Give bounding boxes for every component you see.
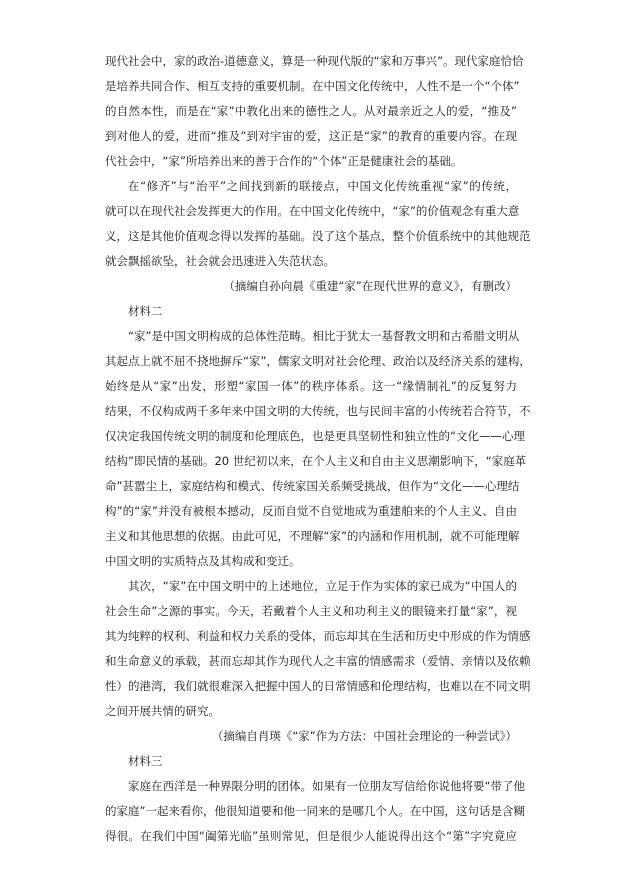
text-line: 始终是从“家”出发，形塑“家国一体”的秩序体系。这一“缘情制礼”的反复努力 — [105, 379, 517, 393]
text-line: 其为纯粹的权利、利益和权力关系的受体，而忘却其在生活和历史中形成的作为情感 — [105, 629, 531, 643]
text-line: 和生命意义的承载，甚而忘却其作为现代人之丰富的情感需求（爱情、亲情以及依赖 — [105, 654, 531, 668]
text-line: 就会飘摇欲坠，社会就会迅速进入失范状态。 — [105, 254, 335, 268]
text-line: 仅决定我国传统文明的制度和伦理底色，也是更具坚韧性和独立性的“文化——心理 — [105, 429, 525, 443]
text-line: 是培养共同合作、相互支持的重要机制。在中国文化传统中，人性不是一个“个体” — [105, 79, 520, 93]
text-line: 家庭在西洋是一种界限分明的团体。如果有一位朋友写信给你说他将要“带了他 — [128, 779, 525, 793]
text-line: 得很。在我们中国“阖第光临”虽则常见，但是很少人能说得出这个“第”字究竟应 — [105, 829, 517, 843]
citation-line: （摘编自孙向晨《重建“家”在现代世界的意义》，有删改） — [223, 279, 517, 293]
text-line: 命”甚嚣尘上，家庭结构和模式、传统家国关系频受挑战，但作为“文化——心理结 — [105, 479, 520, 493]
text-line: 社会生命”之源的事实。今天，若戴着个人主义和功利主义的眼镜来打量“家”，视 — [105, 604, 517, 618]
text-line: 在“修齐”与“治平”之间找到新的联接点，中国文化传统重视“家”的传统， — [128, 179, 517, 193]
text-line: 中国文明的实质特点及其构成和变迁。 — [105, 554, 301, 568]
text-line: 代社会中，“家”所培养出来的善于合作的“个体”正是健康社会的基础。 — [105, 154, 463, 168]
text-line: 结构”即民情的基础。20 世纪初以来，在个人主义和自由主义思潮影响下，“家庭革 — [105, 454, 527, 468]
text-line: 就可以在现代社会发挥更大的作用。在中国文化传统中，“家”的价值观念有重大意 — [105, 204, 520, 218]
text-line: 其次，“家”在中国文明中的上述地位，立足于作为实体的家已成为“中国人的 — [128, 579, 517, 593]
text-line: 义，这是其他价值观念得以发挥的基础。没了这个基点，整个价值系统中的其他规范 — [105, 229, 531, 243]
text-line: 的自然本性，而是在“家”中教化出来的德性之人。从对最亲近之人的爱，“推及” — [105, 104, 517, 118]
text-line: 性）的港湾，我们就很难深入把握中国人的日常情感和伦理结构，也难以在不同文明 — [105, 679, 531, 693]
text-line: 之间开展共情的研究。 — [105, 704, 220, 718]
section-heading: 材料二 — [128, 304, 163, 318]
text-line: 其起点上就不屈不挠地摒斥“家”，儒家文明对社会伦理、政治以及经济关系的建构， — [105, 354, 531, 368]
section-heading: 材料三 — [128, 754, 163, 768]
citation-line: （摘编自肖瑛《“家”作为方法：中国社会理论的一种尝试》） — [211, 729, 517, 743]
text-line: 现代社会中，家的政治-道德意义，算是一种现代版的“家和万事兴”。现代家庭恰恰 — [105, 54, 524, 68]
text-line: “家”是中国文明构成的总体性范畴。相比于犹太一基督教文明和古希腊文明从 — [128, 329, 520, 343]
text-line: 的家庭”一起来看你，他很知道要和他一同来的是哪几个人。在中国，这句话是含糊 — [105, 804, 525, 818]
text-line: 到对他人的爱，进而“推及”到对宇宙的爱，这正是“家”的教育的重要内容。在现 — [105, 129, 517, 143]
text-line: 构”的“家”并没有被根本撼动，反而自觉不自觉地成为重建舶来的个人主义、自由 — [105, 504, 517, 518]
text-line: 结果，不仅构成两千多年来中国文明的大传统，也与民间丰富的小传统若合符节，不 — [105, 404, 531, 418]
text-line: 主义和其他思想的依据。由此可见，不理解“家”的内涵和作用机制，就不可能理解 — [105, 529, 520, 543]
